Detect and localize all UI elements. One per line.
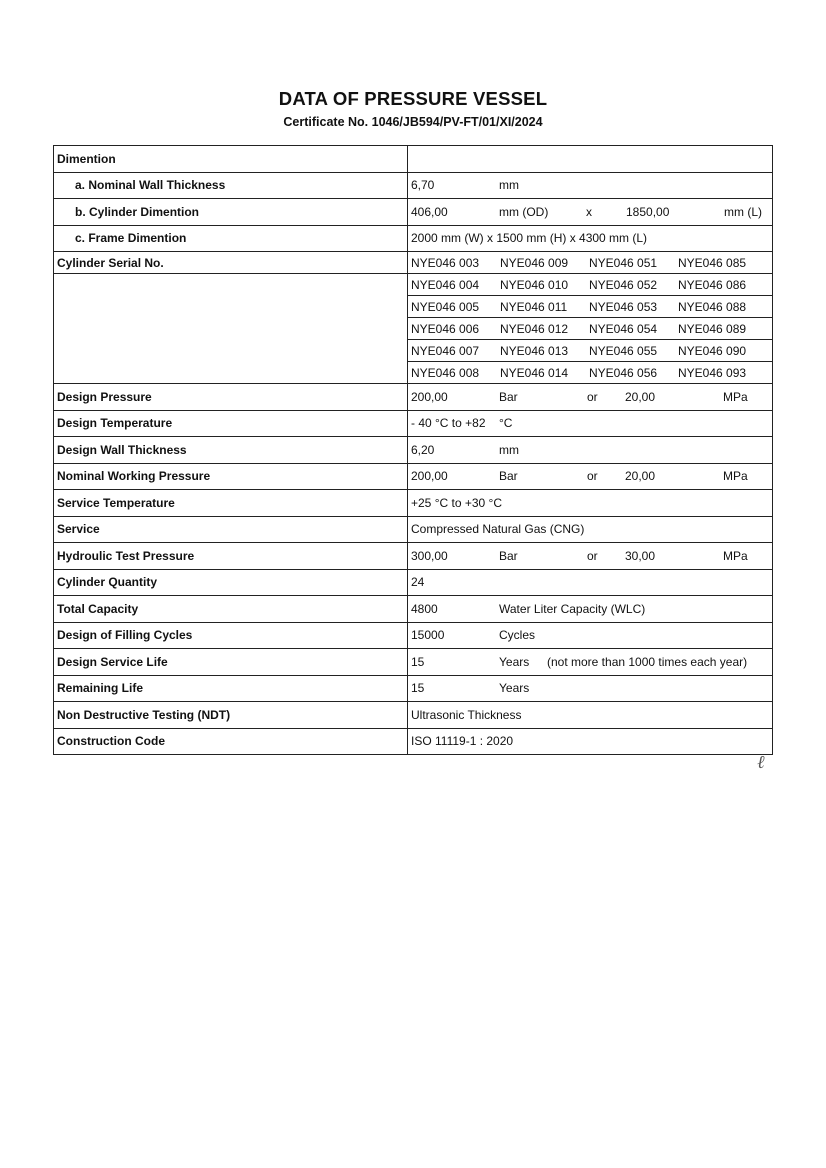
serial-row — [408, 274, 773, 296]
row-label: b. Cylinder Dimention — [54, 199, 408, 226]
unit: mm — [499, 178, 519, 193]
serial-row — [408, 252, 773, 274]
unit: Years — [499, 681, 530, 696]
row-value — [408, 172, 773, 199]
serial: NYE046 086 — [678, 277, 747, 292]
unit: mm — [499, 442, 519, 457]
row-label: Non Destructive Testing (NDT) — [54, 702, 408, 729]
serial: NYE046 009 — [500, 255, 569, 270]
row-label: Remaining Life — [54, 675, 408, 702]
serial-row — [408, 340, 773, 362]
value: 20,00 — [625, 469, 656, 484]
row-value: 2000 mm (W) x 1500 mm (H) x 4300 mm (L) — [408, 225, 773, 252]
value: - 40 °C to +82 — [411, 416, 486, 431]
serial: NYE046 011 — [500, 299, 568, 314]
row-label: c. Frame Dimention — [54, 225, 408, 252]
row-value — [408, 596, 773, 623]
serial: NYE046 053 — [589, 299, 658, 314]
row-label: Construction Code — [54, 728, 408, 755]
handwritten-initial: ℓ — [757, 752, 765, 773]
table-row — [54, 384, 773, 411]
row-value — [408, 622, 773, 649]
table-row — [54, 649, 773, 676]
table-row — [54, 463, 773, 490]
separator: or — [587, 548, 598, 563]
row-value — [408, 543, 773, 570]
table-row — [54, 543, 773, 570]
unit: MPa — [723, 389, 748, 404]
row-value — [408, 146, 773, 173]
value: 300,00 — [411, 548, 448, 563]
table-row — [54, 146, 773, 173]
unit: °C — [499, 416, 513, 431]
row-label: Dimention — [54, 146, 408, 173]
serial: NYE046 093 — [678, 365, 747, 380]
row-label — [54, 274, 408, 384]
table-row — [54, 490, 773, 517]
table-row — [54, 410, 773, 437]
row-value: Compressed Natural Gas (CNG) — [408, 516, 773, 543]
table-row — [54, 274, 773, 296]
row-label: Design Temperature — [54, 410, 408, 437]
row-label: Service Temperature — [54, 490, 408, 517]
serial: NYE046 056 — [589, 365, 658, 380]
vessel-data-table — [53, 145, 773, 755]
serial: NYE046 055 — [589, 343, 658, 358]
table-row — [54, 596, 773, 623]
row-label: Design of Filling Cycles — [54, 622, 408, 649]
row-label: Total Capacity — [54, 596, 408, 623]
serial: NYE046 005 — [411, 299, 480, 314]
serial: NYE046 089 — [678, 321, 747, 336]
table-row — [54, 702, 773, 729]
table-row — [54, 199, 773, 226]
row-label: Service — [54, 516, 408, 543]
unit: Years — [499, 654, 530, 669]
serial: NYE046 088 — [678, 299, 747, 314]
row-label: a. Nominal Wall Thickness — [54, 172, 408, 199]
row-label: Hydroulic Test Pressure — [54, 543, 408, 570]
unit: Bar — [499, 548, 518, 563]
value: 406,00 — [411, 204, 448, 219]
separator: or — [587, 389, 598, 404]
separator: or — [587, 469, 598, 484]
serial: NYE046 052 — [589, 277, 658, 292]
row-value: +25 °C to +30 °C — [408, 490, 773, 517]
serial-row — [408, 318, 773, 340]
row-label: Design Wall Thickness — [54, 437, 408, 464]
serial-row — [408, 362, 773, 384]
serial: NYE046 004 — [411, 277, 480, 292]
note: (not more than 1000 times each year) — [547, 654, 748, 669]
serial: NYE046 003 — [411, 255, 480, 270]
serial: NYE046 006 — [411, 321, 480, 336]
table-row — [54, 437, 773, 464]
table-row — [54, 172, 773, 199]
serial: NYE046 051 — [589, 255, 658, 270]
row-value: Ultrasonic Thickness — [408, 702, 773, 729]
row-label: Cylinder Quantity — [54, 569, 408, 596]
value: 6,70 — [411, 178, 435, 193]
value: 15 — [411, 681, 425, 696]
serial: NYE046 007 — [411, 343, 480, 358]
separator: x — [586, 204, 592, 219]
table-row — [54, 569, 773, 596]
table-row — [54, 675, 773, 702]
value: 15 — [411, 654, 425, 669]
value: 20,00 — [625, 389, 656, 404]
row-label: Design Service Life — [54, 649, 408, 676]
serial-row — [408, 296, 773, 318]
table-row — [54, 252, 773, 274]
value: 1850,00 — [626, 204, 670, 219]
serial: NYE046 014 — [500, 365, 569, 380]
row-label: Design Pressure — [54, 384, 408, 411]
row-value — [408, 463, 773, 490]
row-value: ISO 11119-1 : 2020 — [408, 728, 773, 755]
row-value — [408, 410, 773, 437]
value: 200,00 — [411, 469, 448, 484]
row-value: 24 — [408, 569, 773, 596]
serial: NYE046 090 — [678, 343, 747, 358]
serial: NYE046 054 — [589, 321, 658, 336]
row-value — [408, 384, 773, 411]
value: 200,00 — [411, 389, 448, 404]
unit: MPa — [723, 548, 748, 563]
document-title: DATA OF PRESSURE VESSEL — [278, 88, 548, 109]
table-row — [54, 516, 773, 543]
serial: NYE046 085 — [678, 255, 747, 270]
row-label: Cylinder Serial No. — [54, 252, 408, 274]
unit: Bar — [499, 469, 518, 484]
row-value — [408, 199, 773, 226]
serial: NYE046 008 — [411, 365, 480, 380]
row-value — [408, 675, 773, 702]
value: 6,20 — [411, 442, 435, 457]
row-label: Nominal Working Pressure — [54, 463, 408, 490]
serial: NYE046 010 — [500, 277, 569, 292]
serial: NYE046 012 — [500, 321, 569, 336]
table-row — [54, 622, 773, 649]
unit: MPa — [723, 469, 748, 484]
value: 15000 — [411, 628, 445, 643]
value: 4800 — [411, 601, 438, 616]
unit: Bar — [499, 389, 518, 404]
serial: NYE046 013 — [500, 343, 569, 358]
row-value — [408, 649, 773, 676]
unit: mm (OD) — [499, 204, 549, 219]
table-row — [54, 728, 773, 755]
certificate-number: Certificate No. 1046/JB594/PV-FT/01/XI/2024 — [283, 115, 543, 129]
unit: Cycles — [499, 628, 536, 643]
unit: Water Liter Capacity (WLC) — [499, 601, 646, 616]
row-value — [408, 437, 773, 464]
table-row — [54, 225, 773, 252]
value: 30,00 — [625, 548, 656, 563]
unit: mm (L) — [724, 204, 762, 219]
